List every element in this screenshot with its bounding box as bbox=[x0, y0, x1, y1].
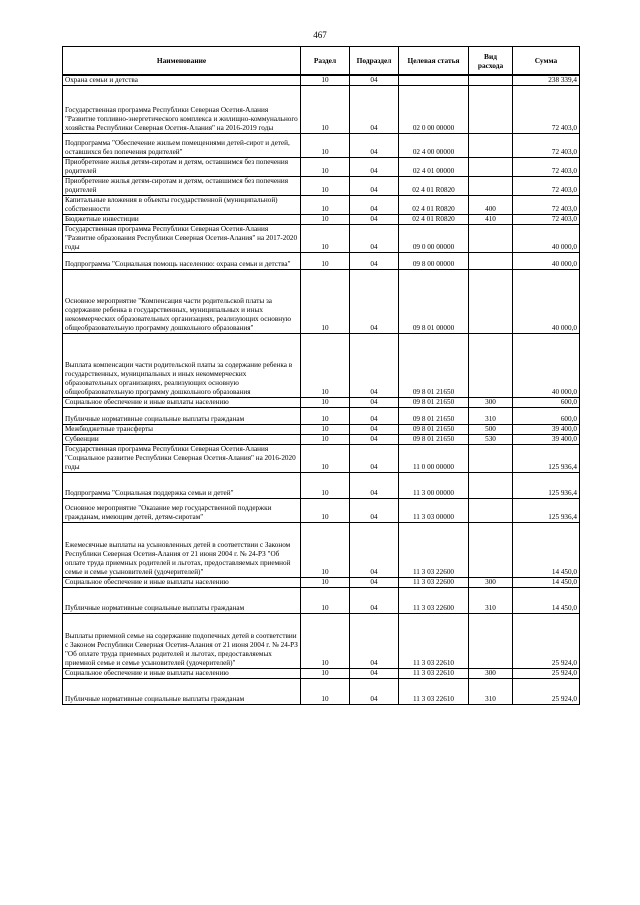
table-row bbox=[63, 75, 580, 86]
cell-summa: 40 000,0 bbox=[513, 334, 580, 398]
cell-razdel: 10 bbox=[301, 196, 350, 215]
table-row bbox=[63, 445, 580, 473]
cell-name: Подпрограмма "Социальная помощь населению: охрана семьи и детства" bbox=[63, 253, 301, 270]
cell-statya: 09 8 01 21650 bbox=[399, 435, 469, 445]
cell-statya: 09 8 00 00000 bbox=[399, 253, 469, 270]
cell-statya: 02 4 01 R0820 bbox=[399, 177, 469, 196]
cell-podrazdel: 04 bbox=[350, 225, 399, 253]
cell-razdel: 10 bbox=[301, 614, 350, 669]
cell-name: Государственная программа Республики Северная Осетия-Алания "Развитие образования Республики Северная Осетия-Алания" на 2017-2020 годы bbox=[63, 225, 301, 253]
cell-vid: 310 bbox=[469, 679, 513, 705]
cell-razdel: 10 bbox=[301, 473, 350, 499]
cell-razdel: 10 bbox=[301, 588, 350, 614]
cell-vid: 310 bbox=[469, 408, 513, 425]
cell-summa: 72 403,0 bbox=[513, 196, 580, 215]
cell-name: Подпрограмма "Социальная поддержка семьи и детей" bbox=[63, 473, 301, 499]
table-row bbox=[63, 134, 580, 158]
cell-vid bbox=[469, 445, 513, 473]
cell-statya: 11 3 03 22610 bbox=[399, 669, 469, 679]
cell-summa: 14 450,0 bbox=[513, 588, 580, 614]
table-row bbox=[63, 588, 580, 614]
cell-razdel: 10 bbox=[301, 398, 350, 408]
cell-statya: 02 4 01 R0820 bbox=[399, 215, 469, 225]
cell-name: Приобретение жилья детям-сиротам и детям, оставшимся без попечения родителей bbox=[63, 158, 301, 177]
cell-summa: 39 400,0 bbox=[513, 425, 580, 435]
cell-name: Бюджетные инвестиции bbox=[63, 215, 301, 225]
cell-vid: 300 bbox=[469, 669, 513, 679]
cell-razdel: 10 bbox=[301, 253, 350, 270]
cell-statya: 09 8 01 21650 bbox=[399, 398, 469, 408]
cell-name: Ежемесячные выплаты на усыновленных детей в соответствии с Законом Республики Северная Осетия-Алания от 21 июня 2004 г. № 24-РЗ "Об оплате труда приемных родителей и льготах, предоставляемых приемной семье и семье усыновителей (удочерителей)" bbox=[63, 523, 301, 578]
cell-summa: 72 403,0 bbox=[513, 86, 580, 134]
cell-podrazdel: 04 bbox=[350, 425, 399, 435]
cell-statya: 09 8 01 00000 bbox=[399, 270, 469, 334]
cell-name: Приобретение жилья детям-сиротам и детям, оставшимся без попечения родителей bbox=[63, 177, 301, 196]
cell-statya: 11 3 00 00000 bbox=[399, 473, 469, 499]
cell-summa: 600,0 bbox=[513, 398, 580, 408]
cell-summa: 25 924,0 bbox=[513, 679, 580, 705]
cell-summa: 125 936,4 bbox=[513, 445, 580, 473]
cell-name: Охрана семьи и детства bbox=[63, 75, 301, 86]
cell-name: Государственная программа Республики Северная Осетия-Алания "Социальное развитие Республики Северная Осетия-Алания" на 2016-2020 годы bbox=[63, 445, 301, 473]
table-row bbox=[63, 270, 580, 334]
cell-summa: 72 403,0 bbox=[513, 158, 580, 177]
cell-podrazdel: 04 bbox=[350, 196, 399, 215]
cell-vid: 300 bbox=[469, 578, 513, 588]
cell-statya: 09 8 01 21650 bbox=[399, 334, 469, 398]
cell-summa: 39 400,0 bbox=[513, 435, 580, 445]
cell-name: Публичные нормативные социальные выплаты гражданам bbox=[63, 588, 301, 614]
cell-vid bbox=[469, 614, 513, 669]
cell-vid: 530 bbox=[469, 435, 513, 445]
cell-podrazdel: 04 bbox=[350, 679, 399, 705]
header-razdel: Раздел bbox=[301, 47, 350, 76]
cell-name: Публичные нормативные социальные выплаты гражданам bbox=[63, 408, 301, 425]
table-row bbox=[63, 473, 580, 499]
cell-vid bbox=[469, 177, 513, 196]
cell-podrazdel: 04 bbox=[350, 334, 399, 398]
cell-summa: 238 339,4 bbox=[513, 75, 580, 86]
cell-razdel: 10 bbox=[301, 445, 350, 473]
header-vid: Вид расхода bbox=[469, 47, 513, 76]
cell-statya: 11 3 03 22600 bbox=[399, 578, 469, 588]
cell-name: Капитальные вложения в объекты государственной (муниципальной) собственности bbox=[63, 196, 301, 215]
cell-summa: 40 000,0 bbox=[513, 225, 580, 253]
cell-name: Подпрограмма "Обеспечение жильем помещениями детей-сирот и детей, оставшихся без попечения родителей" bbox=[63, 134, 301, 158]
cell-razdel: 10 bbox=[301, 669, 350, 679]
cell-vid bbox=[469, 253, 513, 270]
table-row bbox=[63, 398, 580, 408]
cell-podrazdel: 04 bbox=[350, 253, 399, 270]
cell-summa: 40 000,0 bbox=[513, 270, 580, 334]
cell-razdel: 10 bbox=[301, 270, 350, 334]
table-row bbox=[63, 614, 580, 669]
table-row bbox=[63, 196, 580, 215]
cell-summa: 72 403,0 bbox=[513, 134, 580, 158]
cell-vid bbox=[469, 134, 513, 158]
cell-statya: 02 0 00 00000 bbox=[399, 86, 469, 134]
cell-vid bbox=[469, 334, 513, 398]
cell-vid: 300 bbox=[469, 398, 513, 408]
table-header-row bbox=[63, 47, 580, 76]
cell-statya: 11 3 03 22610 bbox=[399, 679, 469, 705]
table-body bbox=[63, 75, 580, 705]
table-row bbox=[63, 578, 580, 588]
cell-name: Выплата компенсации части родительской платы за содержание ребенка в государственных, муниципальных и иных некоммерческих образовательных организациях, реализующих основную общеобразовательную программу дошкольного образования bbox=[63, 334, 301, 398]
cell-razdel: 10 bbox=[301, 177, 350, 196]
cell-podrazdel: 04 bbox=[350, 134, 399, 158]
cell-razdel: 10 bbox=[301, 134, 350, 158]
cell-razdel: 10 bbox=[301, 523, 350, 578]
table-row bbox=[63, 523, 580, 578]
cell-podrazdel: 04 bbox=[350, 158, 399, 177]
cell-name: Основное мероприятие "Оказание мер государственной поддержки гражданам, имеющим детей, детям-сиротам" bbox=[63, 499, 301, 523]
cell-statya: 02 4 00 00000 bbox=[399, 134, 469, 158]
cell-podrazdel: 04 bbox=[350, 614, 399, 669]
header-podrazdel: Подраздел bbox=[350, 47, 399, 76]
header-statya: Целевая статья bbox=[399, 47, 469, 76]
cell-summa: 125 936,4 bbox=[513, 473, 580, 499]
cell-summa: 14 450,0 bbox=[513, 578, 580, 588]
cell-name: Публичные нормативные социальные выплаты гражданам bbox=[63, 679, 301, 705]
table-row bbox=[63, 215, 580, 225]
table-row bbox=[63, 499, 580, 523]
cell-razdel: 10 bbox=[301, 158, 350, 177]
cell-summa: 14 450,0 bbox=[513, 523, 580, 578]
cell-podrazdel: 04 bbox=[350, 86, 399, 134]
cell-vid: 410 bbox=[469, 215, 513, 225]
cell-razdel: 10 bbox=[301, 334, 350, 398]
table-row bbox=[63, 177, 580, 196]
cell-vid bbox=[469, 158, 513, 177]
cell-statya: 11 3 03 00000 bbox=[399, 499, 469, 523]
cell-name: Социальное обеспечение и иные выплаты населению bbox=[63, 398, 301, 408]
cell-podrazdel: 04 bbox=[350, 523, 399, 578]
table-row bbox=[63, 86, 580, 134]
cell-name: Социальное обеспечение и иные выплаты населению bbox=[63, 669, 301, 679]
cell-statya: 11 0 00 00000 bbox=[399, 445, 469, 473]
cell-vid bbox=[469, 473, 513, 499]
cell-summa: 72 403,0 bbox=[513, 177, 580, 196]
cell-name: Основное мероприятие "Компенсация части родительской платы за содержание ребенка в государственных, муниципальных и иных некоммерческих образовательных организациях, реализующих основную общеобразовательную программу дошкольного образования" bbox=[63, 270, 301, 334]
cell-podrazdel: 04 bbox=[350, 177, 399, 196]
cell-statya: 02 4 01 00000 bbox=[399, 158, 469, 177]
table-row bbox=[63, 435, 580, 445]
cell-razdel: 10 bbox=[301, 215, 350, 225]
cell-razdel: 10 bbox=[301, 225, 350, 253]
cell-razdel: 10 bbox=[301, 435, 350, 445]
cell-summa: 25 924,0 bbox=[513, 669, 580, 679]
cell-razdel: 10 bbox=[301, 578, 350, 588]
cell-razdel: 10 bbox=[301, 679, 350, 705]
cell-podrazdel: 04 bbox=[350, 408, 399, 425]
cell-name: Государственная программа Республики Северная Осетия-Алания "Развитие топливно-энергетического комплекса и жилищно-коммунального хозяйства Республики Северная Осетия-Алания" на 2016-2019 годы bbox=[63, 86, 301, 134]
table-row bbox=[63, 225, 580, 253]
table-row bbox=[63, 158, 580, 177]
table-row bbox=[63, 679, 580, 705]
cell-podrazdel: 04 bbox=[350, 215, 399, 225]
page-number: 467 bbox=[313, 30, 327, 40]
budget-table bbox=[62, 46, 580, 705]
cell-summa: 40 000,0 bbox=[513, 253, 580, 270]
cell-name: Межбюджетные трансферты bbox=[63, 425, 301, 435]
cell-vid bbox=[469, 225, 513, 253]
cell-statya: 09 8 01 21650 bbox=[399, 408, 469, 425]
cell-name: Субвенции bbox=[63, 435, 301, 445]
cell-vid: 400 bbox=[469, 196, 513, 215]
cell-podrazdel: 04 bbox=[350, 445, 399, 473]
header-summa: Сумма bbox=[513, 47, 580, 76]
header-name: Наименование bbox=[63, 47, 301, 76]
cell-podrazdel: 04 bbox=[350, 669, 399, 679]
cell-statya: 11 3 03 22600 bbox=[399, 523, 469, 578]
cell-razdel: 10 bbox=[301, 408, 350, 425]
cell-razdel: 10 bbox=[301, 425, 350, 435]
table-row bbox=[63, 669, 580, 679]
cell-vid: 500 bbox=[469, 425, 513, 435]
cell-podrazdel: 04 bbox=[350, 75, 399, 86]
cell-podrazdel: 04 bbox=[350, 435, 399, 445]
cell-razdel: 10 bbox=[301, 75, 350, 86]
cell-vid bbox=[469, 523, 513, 578]
cell-statya: 02 4 01 R0820 bbox=[399, 196, 469, 215]
cell-statya: 11 3 03 22600 bbox=[399, 588, 469, 614]
cell-podrazdel: 04 bbox=[350, 270, 399, 334]
table-row bbox=[63, 408, 580, 425]
table-row bbox=[63, 334, 580, 398]
cell-vid bbox=[469, 75, 513, 86]
cell-statya bbox=[399, 75, 469, 86]
cell-vid bbox=[469, 270, 513, 334]
cell-vid bbox=[469, 86, 513, 134]
cell-vid: 310 bbox=[469, 588, 513, 614]
cell-summa: 125 936,4 bbox=[513, 499, 580, 523]
cell-name: Социальное обеспечение и иные выплаты населению bbox=[63, 578, 301, 588]
cell-statya: 09 0 00 00000 bbox=[399, 225, 469, 253]
cell-podrazdel: 04 bbox=[350, 473, 399, 499]
cell-podrazdel: 04 bbox=[350, 578, 399, 588]
table-row bbox=[63, 253, 580, 270]
cell-summa: 25 924,0 bbox=[513, 614, 580, 669]
cell-podrazdel: 04 bbox=[350, 398, 399, 408]
cell-summa: 600,0 bbox=[513, 408, 580, 425]
cell-podrazdel: 04 bbox=[350, 588, 399, 614]
cell-razdel: 10 bbox=[301, 86, 350, 134]
cell-statya: 09 8 01 21650 bbox=[399, 425, 469, 435]
cell-razdel: 10 bbox=[301, 499, 350, 523]
table-row bbox=[63, 425, 580, 435]
cell-name: Выплаты приемной семье на содержание подопечных детей в соответствии с Законом Республики Северная Осетия-Алания от 21 июня 2004 г. № 24-РЗ "Об оплате труда приемных родителей и льготах, предоставляемых приемной семье и семье усыновителей (удочерителей)" bbox=[63, 614, 301, 669]
cell-vid bbox=[469, 499, 513, 523]
cell-statya: 11 3 03 22610 bbox=[399, 614, 469, 669]
cell-podrazdel: 04 bbox=[350, 499, 399, 523]
cell-summa: 72 403,0 bbox=[513, 215, 580, 225]
